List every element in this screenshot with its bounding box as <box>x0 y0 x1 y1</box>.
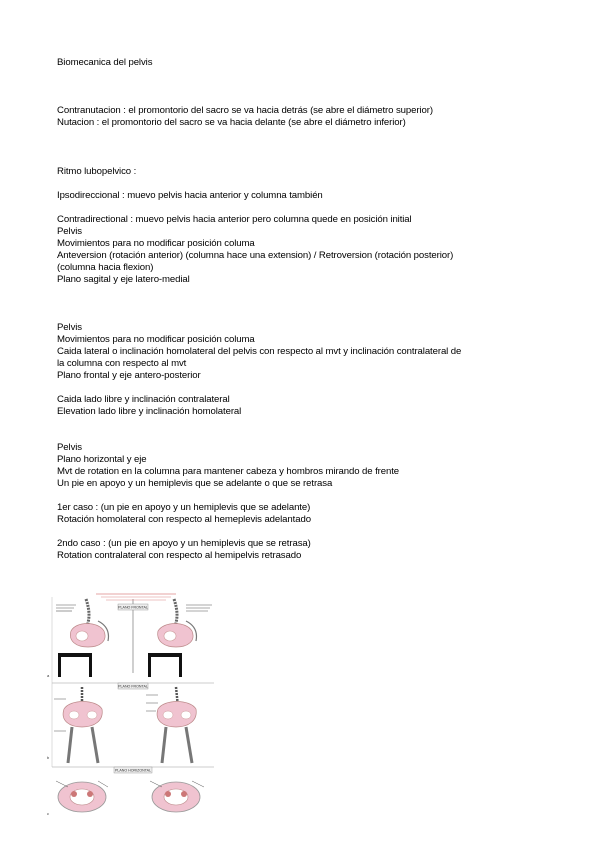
caso1-line2: Rotación homolateral con respecto al hemeplevis adelantado <box>57 514 311 525</box>
figure-label-horizontal: PLANO HORIZONTAL <box>114 768 152 773</box>
section2-plano: Plano frontal y eje antero-posterior <box>57 370 201 381</box>
figure-label-frontal-top: PLANO FRONTAL <box>118 605 148 610</box>
pelvis-illustration <box>46 591 220 819</box>
section2-caida: Caida lateral o inclinación homolateral del pelvis con respecto al mvt y inclinación contralateral de <box>57 346 462 357</box>
ipsodireccional-text: Ipsodireccional : muevo pelvis hacia anterior y columna también <box>57 190 323 201</box>
svg-text:c: c <box>47 811 49 816</box>
svg-text:a: a <box>47 673 50 678</box>
section1-pelvis: Pelvis <box>57 226 82 237</box>
section2-elevation: Elevation lado libre y inclinación homolateral <box>57 406 242 417</box>
section1-movimientos: Movimientos para no modificar posición columa <box>57 238 255 249</box>
section2-caida-libre: Caida lado libre y inclinación contralateral <box>57 394 230 405</box>
contradirectional-text: Contradirectional : muevo pelvis hacia anterior pero columna quede en posición initial <box>57 214 412 225</box>
section2-movimientos: Movimientos para no modificar posición columa <box>57 334 255 345</box>
section2-pelvis: Pelvis <box>57 322 82 333</box>
section1-plano: Plano sagital y eje latero-medial <box>57 274 190 285</box>
section3-pelvis: Pelvis <box>57 442 82 453</box>
figure-label-frontal-mid: PLANO FRONTAL <box>118 684 148 689</box>
section2-caida-cont: la columna con respecto al mvt <box>57 358 187 369</box>
contranutacion-text: Contranutacion : el promontorio del sacro se va hacia detrás (se abre el diámetro superior) <box>57 105 433 116</box>
ritmo-heading: Ritmo lubopelvico : <box>57 166 137 177</box>
section1-anteversion: Anteversion (rotación anterior) (columna hace una extension) / Retroversion (rotación posterior) <box>57 250 454 261</box>
section3-plano: Plano horizontal y eje <box>57 454 147 465</box>
section1-anteversion-cont: (columna hacia flexion) <box>57 262 154 273</box>
nutacion-text: Nutacion : el promontorio del sacro se va hacia delante (se abre el diámetro inferior) <box>57 117 406 128</box>
svg-text:b: b <box>47 755 50 760</box>
document-title: Biomecanica del pelvis <box>57 57 153 68</box>
caso2-line1: 2ndo caso : (un pie en apoyo y un hemiplevis que se retrasa) <box>57 538 311 549</box>
section3-mvt: Mvt de rotation en la columna para mantener cabeza y hombros mirando de frente <box>57 466 400 477</box>
section3-pie: Un pie en apoyo y un hemiplevis que se adelante o que se retrasa <box>57 478 333 489</box>
caso1-line1: 1er caso : (un pie en apoyo y un hemiplevis que se adelante) <box>57 502 311 513</box>
caso2-line2: Rotation contralateral con respecto al hemipelvis retrasado <box>57 550 302 561</box>
